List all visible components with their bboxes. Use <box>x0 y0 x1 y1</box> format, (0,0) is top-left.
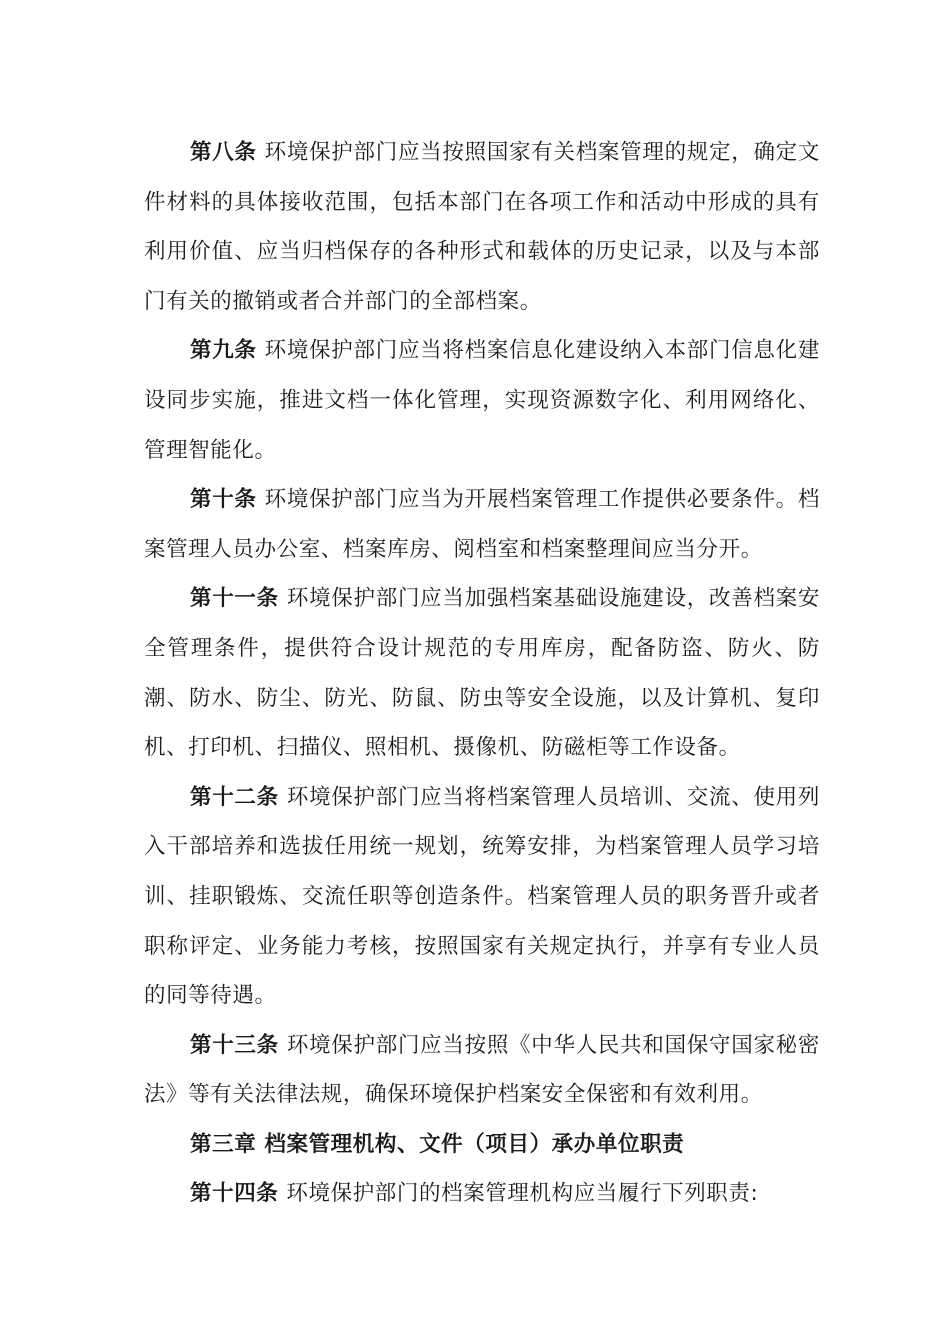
article-text: 环境保护部门应当将档案管理人员培训、交流、使用列入干部培养和选拔任用统一规划，统筹安排，为档案管理人员学习培训、挂职锻炼、交流任职等创造条件。档案管理人员的职务晋升或者职称评定、业务能力考核，按照国家有关规定执行，并享有专业人员的同等待遇。 <box>144 784 820 1009</box>
article-number: 第十条 <box>190 487 257 513</box>
article-number: 第十三条 <box>190 1032 279 1058</box>
article-number: 第十一条 <box>190 586 279 612</box>
article-text: 环境保护部门应当按照《中华人民共和国保守国家秘密法》等有关法律法规，确保环境保护档案安全保密和有效利用。 <box>144 1032 820 1108</box>
article-14 <box>144 1169 820 1219</box>
article-number: 第九条 <box>190 338 257 364</box>
article-11 <box>144 574 820 772</box>
article-9 <box>144 326 820 475</box>
article-13 <box>144 1021 820 1120</box>
chapter-heading: 第三章 档案管理机构、文件（项目）承办单位职责 <box>190 1131 685 1157</box>
article-number: 第十四条 <box>190 1181 279 1207</box>
article-text: 环境保护部门应当为开展档案管理工作提供必要条件。档案管理人员办公室、档案库房、阅档室和档案整理间应当分开。 <box>144 487 820 562</box>
article-10 <box>144 475 820 574</box>
article-number: 第十二条 <box>190 784 279 810</box>
article-text: 环境保护部门应当将档案信息化建设纳入本部门信息化建设同步实施，推进文档一体化管理，实现资源数字化、利用网络化、管理智能化。 <box>144 338 820 463</box>
document-body <box>144 128 820 1219</box>
article-8 <box>144 128 820 326</box>
article-text: 环境保护部门应当加强档案基础设施建设，改善档案安全管理条件，提供符合设计规范的专用库房，配备防盗、防火、防潮、防水、防尘、防光、防鼠、防虫等安全设施，以及计算机、复印机、打印机、扫描仪、照相机、摄像机、防磁柜等工作设备。 <box>144 586 820 761</box>
article-number: 第八条 <box>190 140 257 165</box>
article-text: 环境保护部门应当按照国家有关档案管理的规定，确定文件材料的具体接收范围，包括本部门在各项工作和活动中形成的具有利用价值、应当归档保存的各种形式和载体的历史记录，以及与本部门有关的撤销或者合并部门的全部档案。 <box>144 140 820 314</box>
article-text: 环境保护部门的档案管理机构应当履行下列职责: <box>286 1181 759 1207</box>
article-12 <box>144 773 820 1021</box>
